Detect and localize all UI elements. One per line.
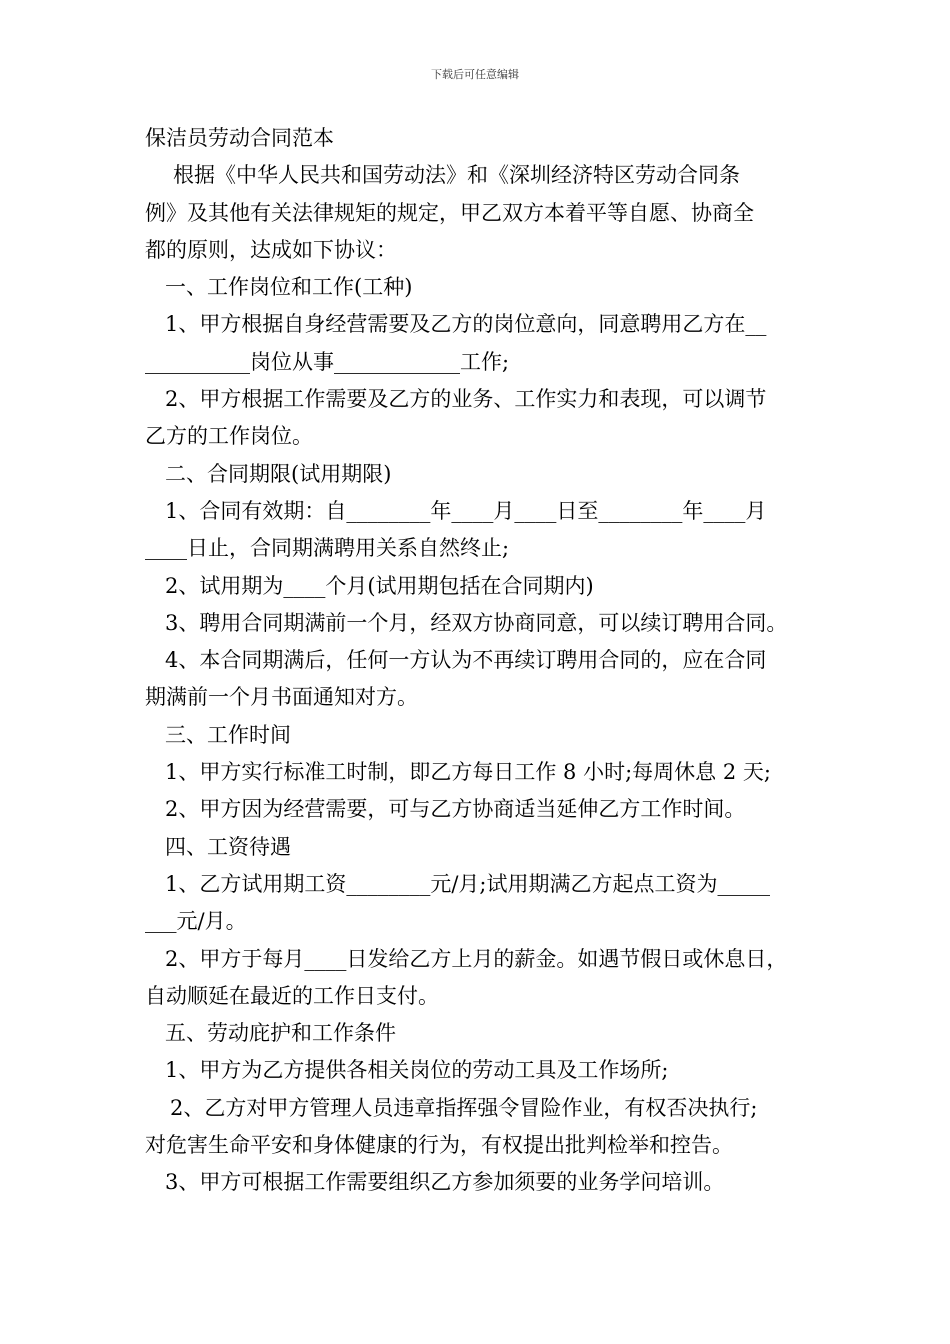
text-line: 四、工资待遇 bbox=[165, 834, 291, 859]
text-line: 1、甲方为乙方提供各相关岗位的劳动工具及工作场所; bbox=[165, 1058, 669, 1083]
text-line: __________岗位从事____________工作; bbox=[145, 349, 510, 374]
text-line: 1、乙方试用期工资________元/月;试用期满乙方起点工资为_____ bbox=[165, 871, 771, 896]
text-line: 2、甲方因为经营需要，可与乙方协商适当延伸乙方工作时间。 bbox=[165, 797, 746, 822]
text-line: 乙方的工作岗位。 bbox=[145, 424, 313, 449]
text-line: 2、试用期为____个月(试用期包括在合同期内) bbox=[165, 573, 594, 598]
text-line: 1、甲方实行标准工时制，即乙方每日工作 8 小时;每周休息 2 天; bbox=[165, 760, 771, 785]
text-line: 2、甲方于每月____日发给乙方上月的薪金。如遇节假日或休息日， bbox=[165, 946, 788, 971]
text-line: 期满前一个月书面通知对方。 bbox=[145, 685, 418, 710]
text-line: ____日止，合同期满聘用关系自然终止; bbox=[145, 536, 510, 561]
text-line: 根据《中华人民共和国劳动法》和《深圳经济特区劳动合同条 bbox=[173, 163, 740, 188]
document-title: 保洁员劳动合同范本 bbox=[145, 126, 334, 150]
text-line: 二、合同期限(试用期限) bbox=[165, 461, 392, 486]
text-line: 4、本合同期满后，任何一方认为不再续订聘用合同的，应在合同 bbox=[165, 648, 767, 673]
document-body bbox=[145, 120, 817, 1202]
text-line: 1、合同有效期：自________年____月____日至________年____月 bbox=[165, 498, 767, 523]
page-header: 下载后可任意编辑 bbox=[431, 68, 519, 81]
text-line: 都的原则，达成如下协议： bbox=[145, 237, 397, 262]
text-line: 对危害生命平安和身体健康的行为，有权提出批判检举和控告。 bbox=[145, 1133, 733, 1158]
text-line: 1、甲方根据自身经营需要及乙方的岗位意向，同意聘用乙方在__ bbox=[165, 312, 767, 337]
text-line: 3、甲方可根据工作需要组织乙方参加须要的业务学问培训。 bbox=[165, 1170, 725, 1195]
paragraph-lines bbox=[145, 157, 817, 1201]
text-line: ___元/月。 bbox=[145, 909, 247, 934]
text-line: 2、甲方根据工作需要及乙方的业务、工作实力和表现，可以调节 bbox=[165, 387, 767, 412]
text-line: 自动顺延在最近的工作日支付。 bbox=[145, 983, 439, 1008]
text-line: 五、劳动庇护和工作条件 bbox=[165, 1021, 396, 1046]
text-line: 例》及其他有关法律规矩的规定，甲乙双方本着平等自愿、协商全 bbox=[145, 200, 754, 225]
text-line: 一、工作岗位和工作(工种) bbox=[165, 275, 413, 300]
text-line: 3、聘用合同期满前一个月，经双方协商同意，可以续订聘用合同。 bbox=[165, 610, 788, 635]
text-line: 三、工作时间 bbox=[165, 722, 291, 747]
text-line: 2、乙方对甲方管理人员违章指挥强令冒险作业，有权否决执行; bbox=[170, 1095, 758, 1120]
